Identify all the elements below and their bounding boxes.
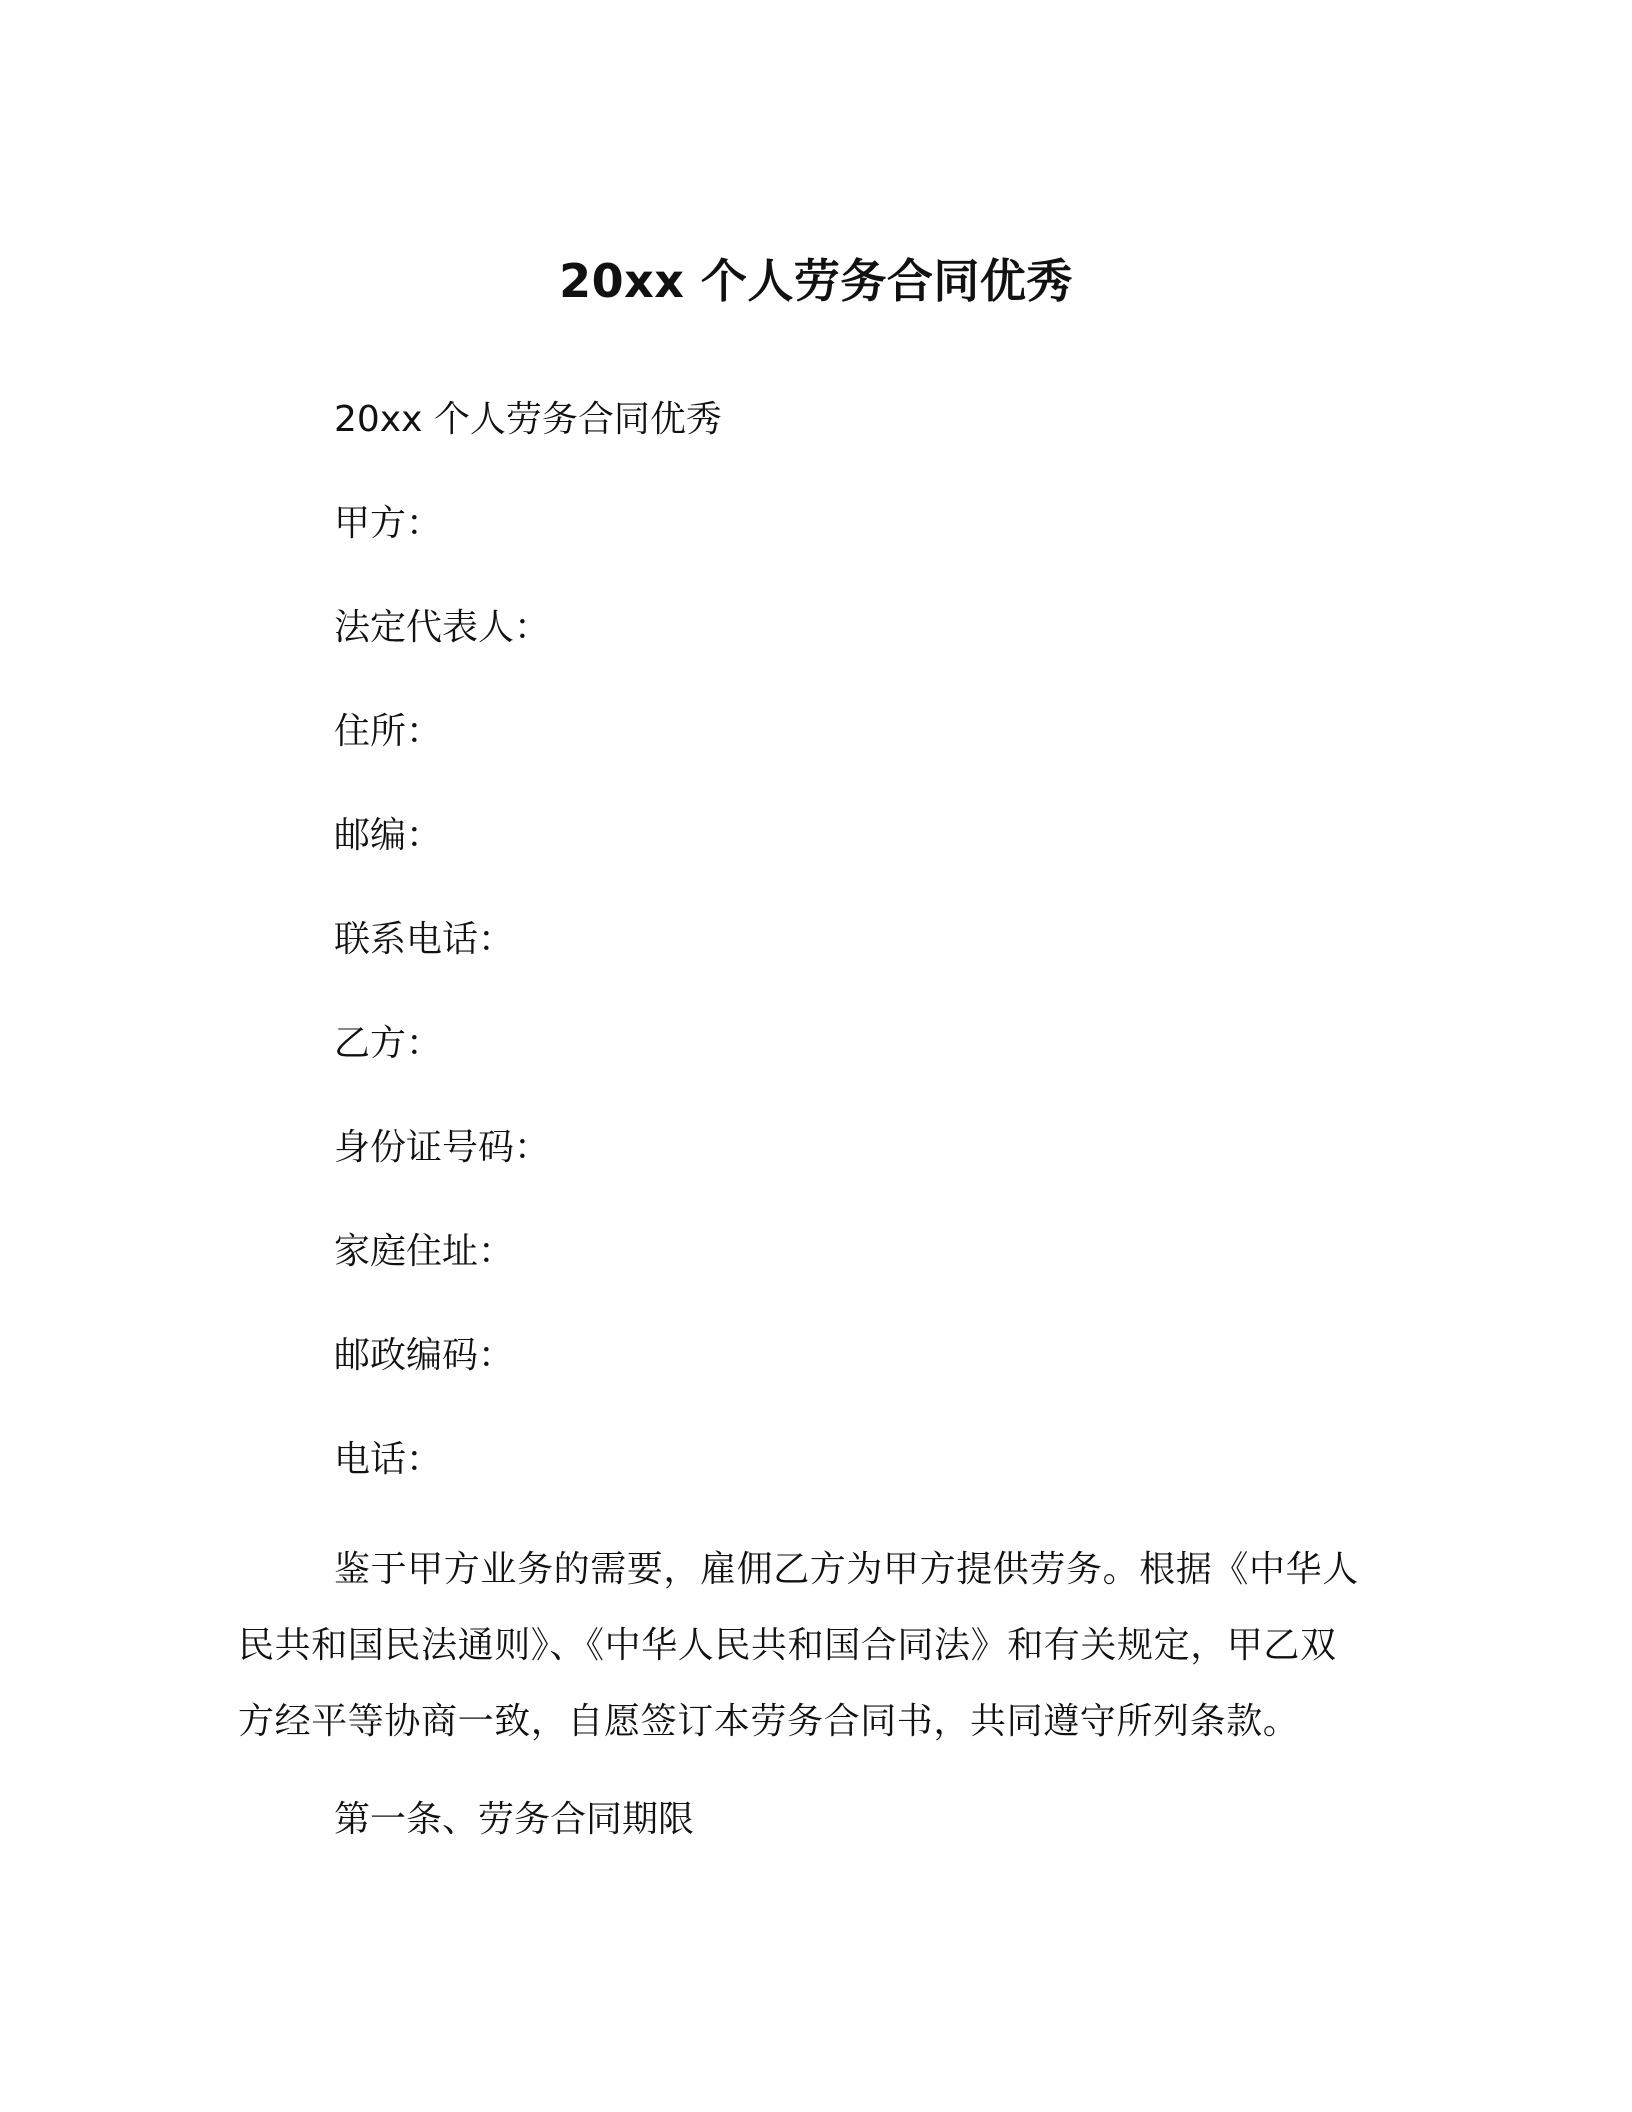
- subtitle-line: 20xx 个人劳务合同优秀: [334, 399, 722, 440]
- section-heading-term: 第一条、劳务合同期限: [334, 1799, 695, 1840]
- contact-phone-label: 联系电话：: [334, 919, 515, 960]
- postcode-label: 邮编：: [334, 815, 443, 856]
- contract-field-list: [334, 394, 722, 1538]
- party-b-label: 乙方：: [334, 1023, 443, 1064]
- residence-label: 住所：: [334, 711, 443, 752]
- postal-code-label: 邮政编码：: [334, 1335, 515, 1376]
- legal-representative-label: 法定代表人：: [334, 607, 551, 648]
- id-number-label: 身份证号码：: [334, 1127, 551, 1168]
- document-title: 20xx 个人劳务合同优秀: [559, 253, 1073, 308]
- party-a-label: 甲方：: [334, 503, 443, 544]
- phone-label: 电话：: [334, 1439, 443, 1480]
- contract-preamble-paragraph: 鉴于甲方业务的需要，雇佣乙方为甲方提供劳务。根据《中华人民共和国民法通则》、《中华人民共和国合同法》和有关规定，甲乙双方经平等协商一致，自愿签订本劳务合同书，共同遵守所列条款。: [238, 1549, 1359, 1742]
- home-address-label: 家庭住址：: [334, 1231, 515, 1272]
